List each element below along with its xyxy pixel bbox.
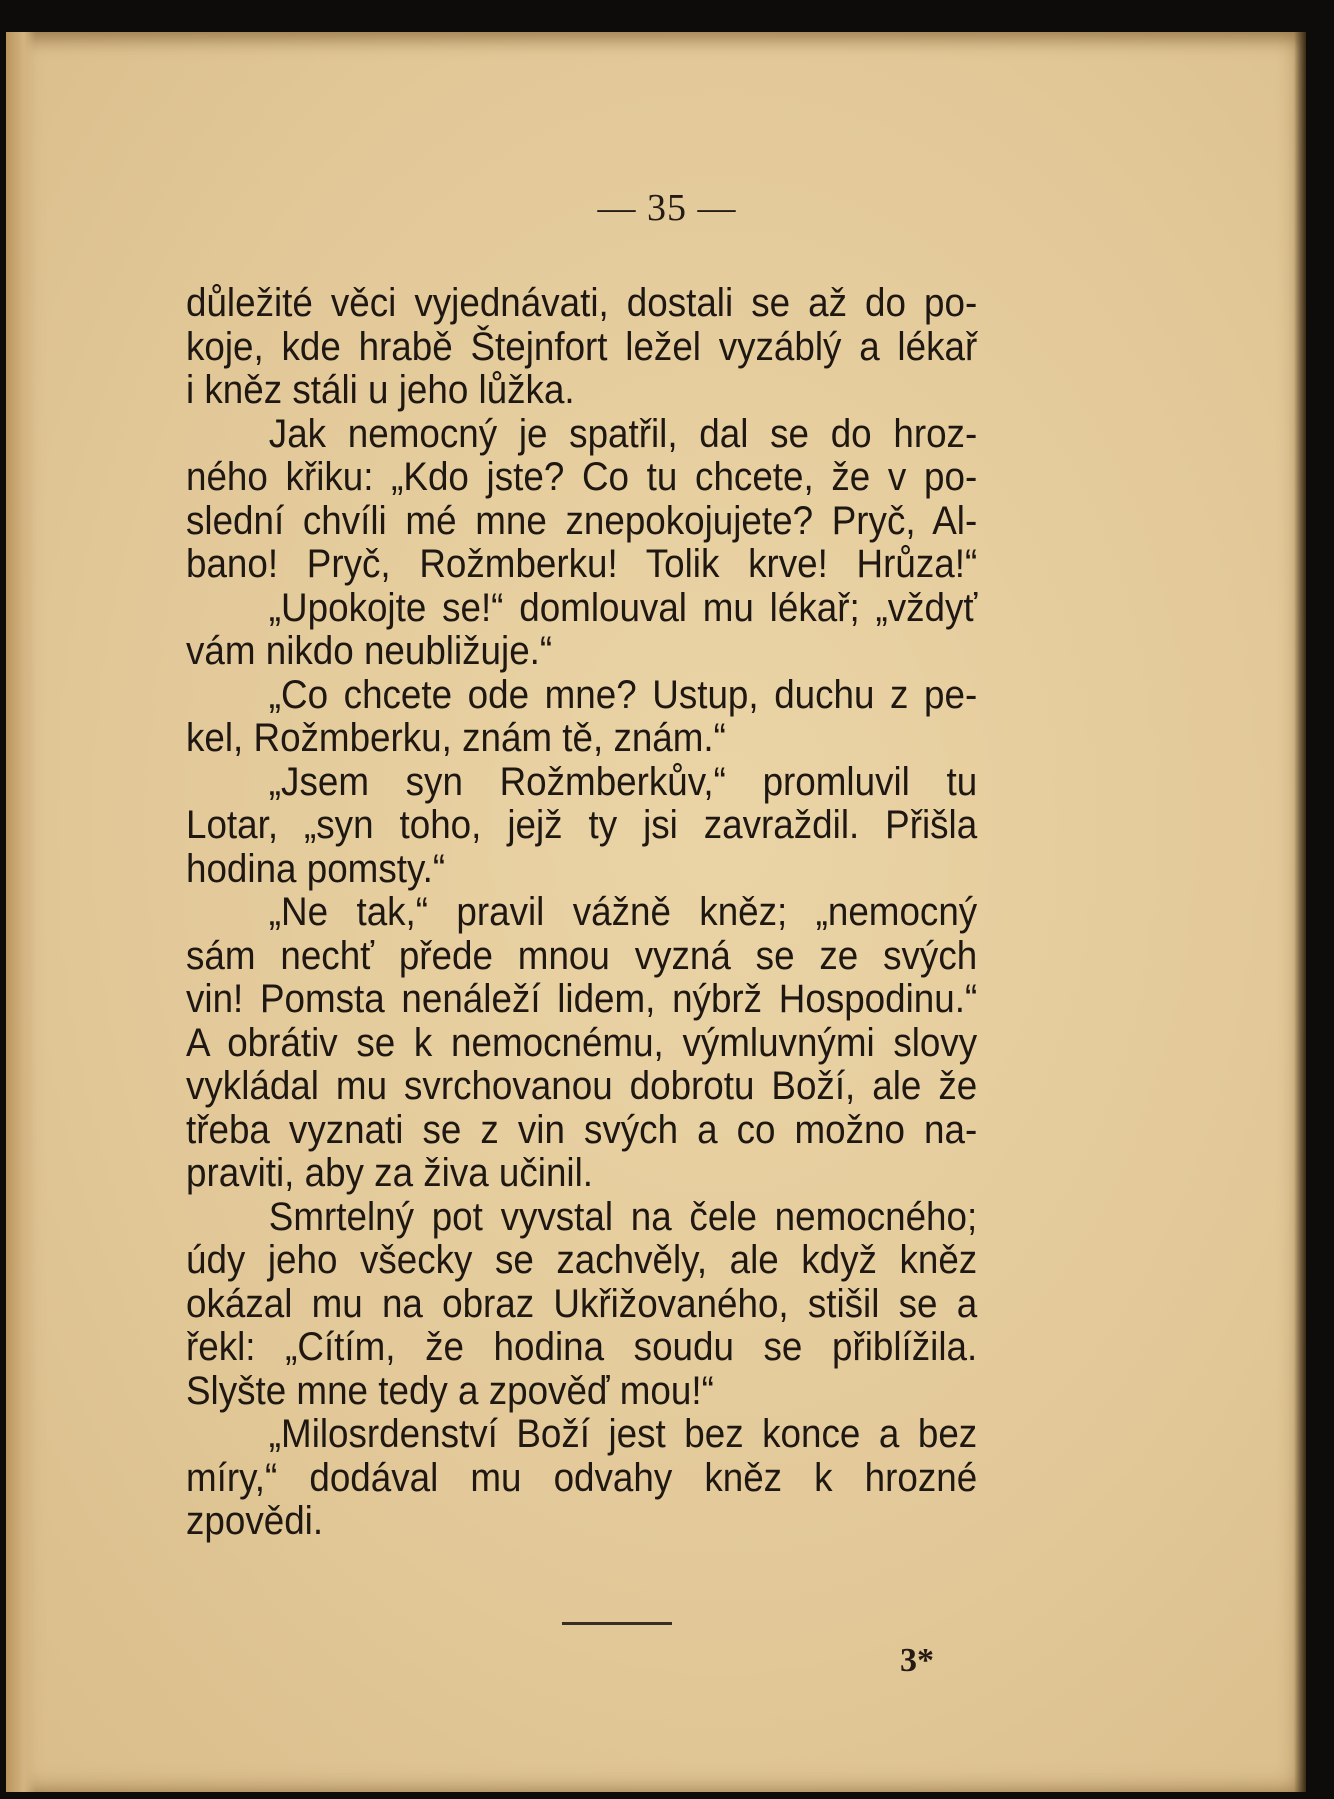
signature-mark: 3*: [900, 1642, 934, 1679]
text-line: míry,“ dodával mu odvahy kněz k hrozné: [186, 1455, 978, 1500]
book-gutter: [6, 32, 36, 1792]
text-line: Slyšte mne tedy a zpověď mou!“: [186, 1368, 714, 1413]
text-line: „Upokojte se!“ domlouval mu lékař; „vždyť: [268, 585, 978, 630]
text-line: praviti, aby za živa učinil.: [186, 1151, 594, 1195]
text-line: třeba vyznati se z vin svých a co možno na-: [186, 1107, 978, 1152]
text-line: Jak nemocný je spatřil, dal se do hroz-: [268, 411, 978, 456]
body-text: [186, 282, 977, 1544]
text-line: vám nikdo neubližuje.“: [186, 629, 553, 673]
text-line: Smrtelný pot vyvstal na čele nemocného;: [268, 1194, 978, 1239]
text-line: koje, kde hrabě Štejnfort ležel vyzáblý a lékař: [186, 324, 978, 369]
text-line: zpovědi.: [186, 1499, 324, 1543]
text-line: ného křiku: „Kdo jste? Co tu chcete, že v po-: [186, 455, 978, 499]
text-line: vin! Pomsta nenáleží lidem, nýbrž Hospodinu.“: [186, 977, 978, 1021]
text-line: bano! Pryč, Rožmberku! Tolik krve! Hrůza!“: [186, 542, 978, 586]
text-line: údy jeho všecky se zachvěly, ale když kněz: [186, 1238, 978, 1282]
text-line: okázal mu na obraz Ukřižovaného, stišil se a: [186, 1281, 978, 1326]
text-line: „Jsem syn Rožmberkův,“ promluvil tu: [268, 759, 978, 804]
text-line: sám nechť přede mnou vyzná se ze svých: [186, 933, 978, 978]
section-rule: [562, 1622, 672, 1625]
text-line: řekl: „Cítím, že hodina soudu se přiblížila.: [186, 1325, 978, 1369]
text-line: „Co chcete ode mne? Ustup, duchu z pe-: [268, 672, 978, 717]
text-line: hodina pomsty.“: [186, 846, 446, 891]
text-line: „Milosrdenství Boží jest bez konce a bez: [268, 1412, 978, 1456]
text-line: kel, Rožmberku, znám tě, znám.“: [186, 716, 726, 760]
text-line: důležité věci vyjednávati, dostali se až do po-: [186, 281, 978, 325]
text-line: „Ne tak,“ pravil vážně kněz; „nemocný: [268, 890, 978, 934]
text-line: i kněz stáli u jeho lůžka.: [186, 368, 575, 412]
page-edge-shadow: [1294, 32, 1306, 1792]
text-line: slední chvíli mé mne znepokojujete? Pryč, Al-: [186, 498, 978, 543]
text-line: A obrátiv se k nemocnému, výmluvnými slovy: [186, 1020, 978, 1065]
page-number: — 35 —: [597, 187, 737, 229]
text-line: Lotar, „syn toho, jejž ty jsi zavraždil. Přišla: [186, 803, 978, 847]
text-line: vykládal mu svrchovanou dobrotu Boží, ale že: [186, 1064, 978, 1108]
